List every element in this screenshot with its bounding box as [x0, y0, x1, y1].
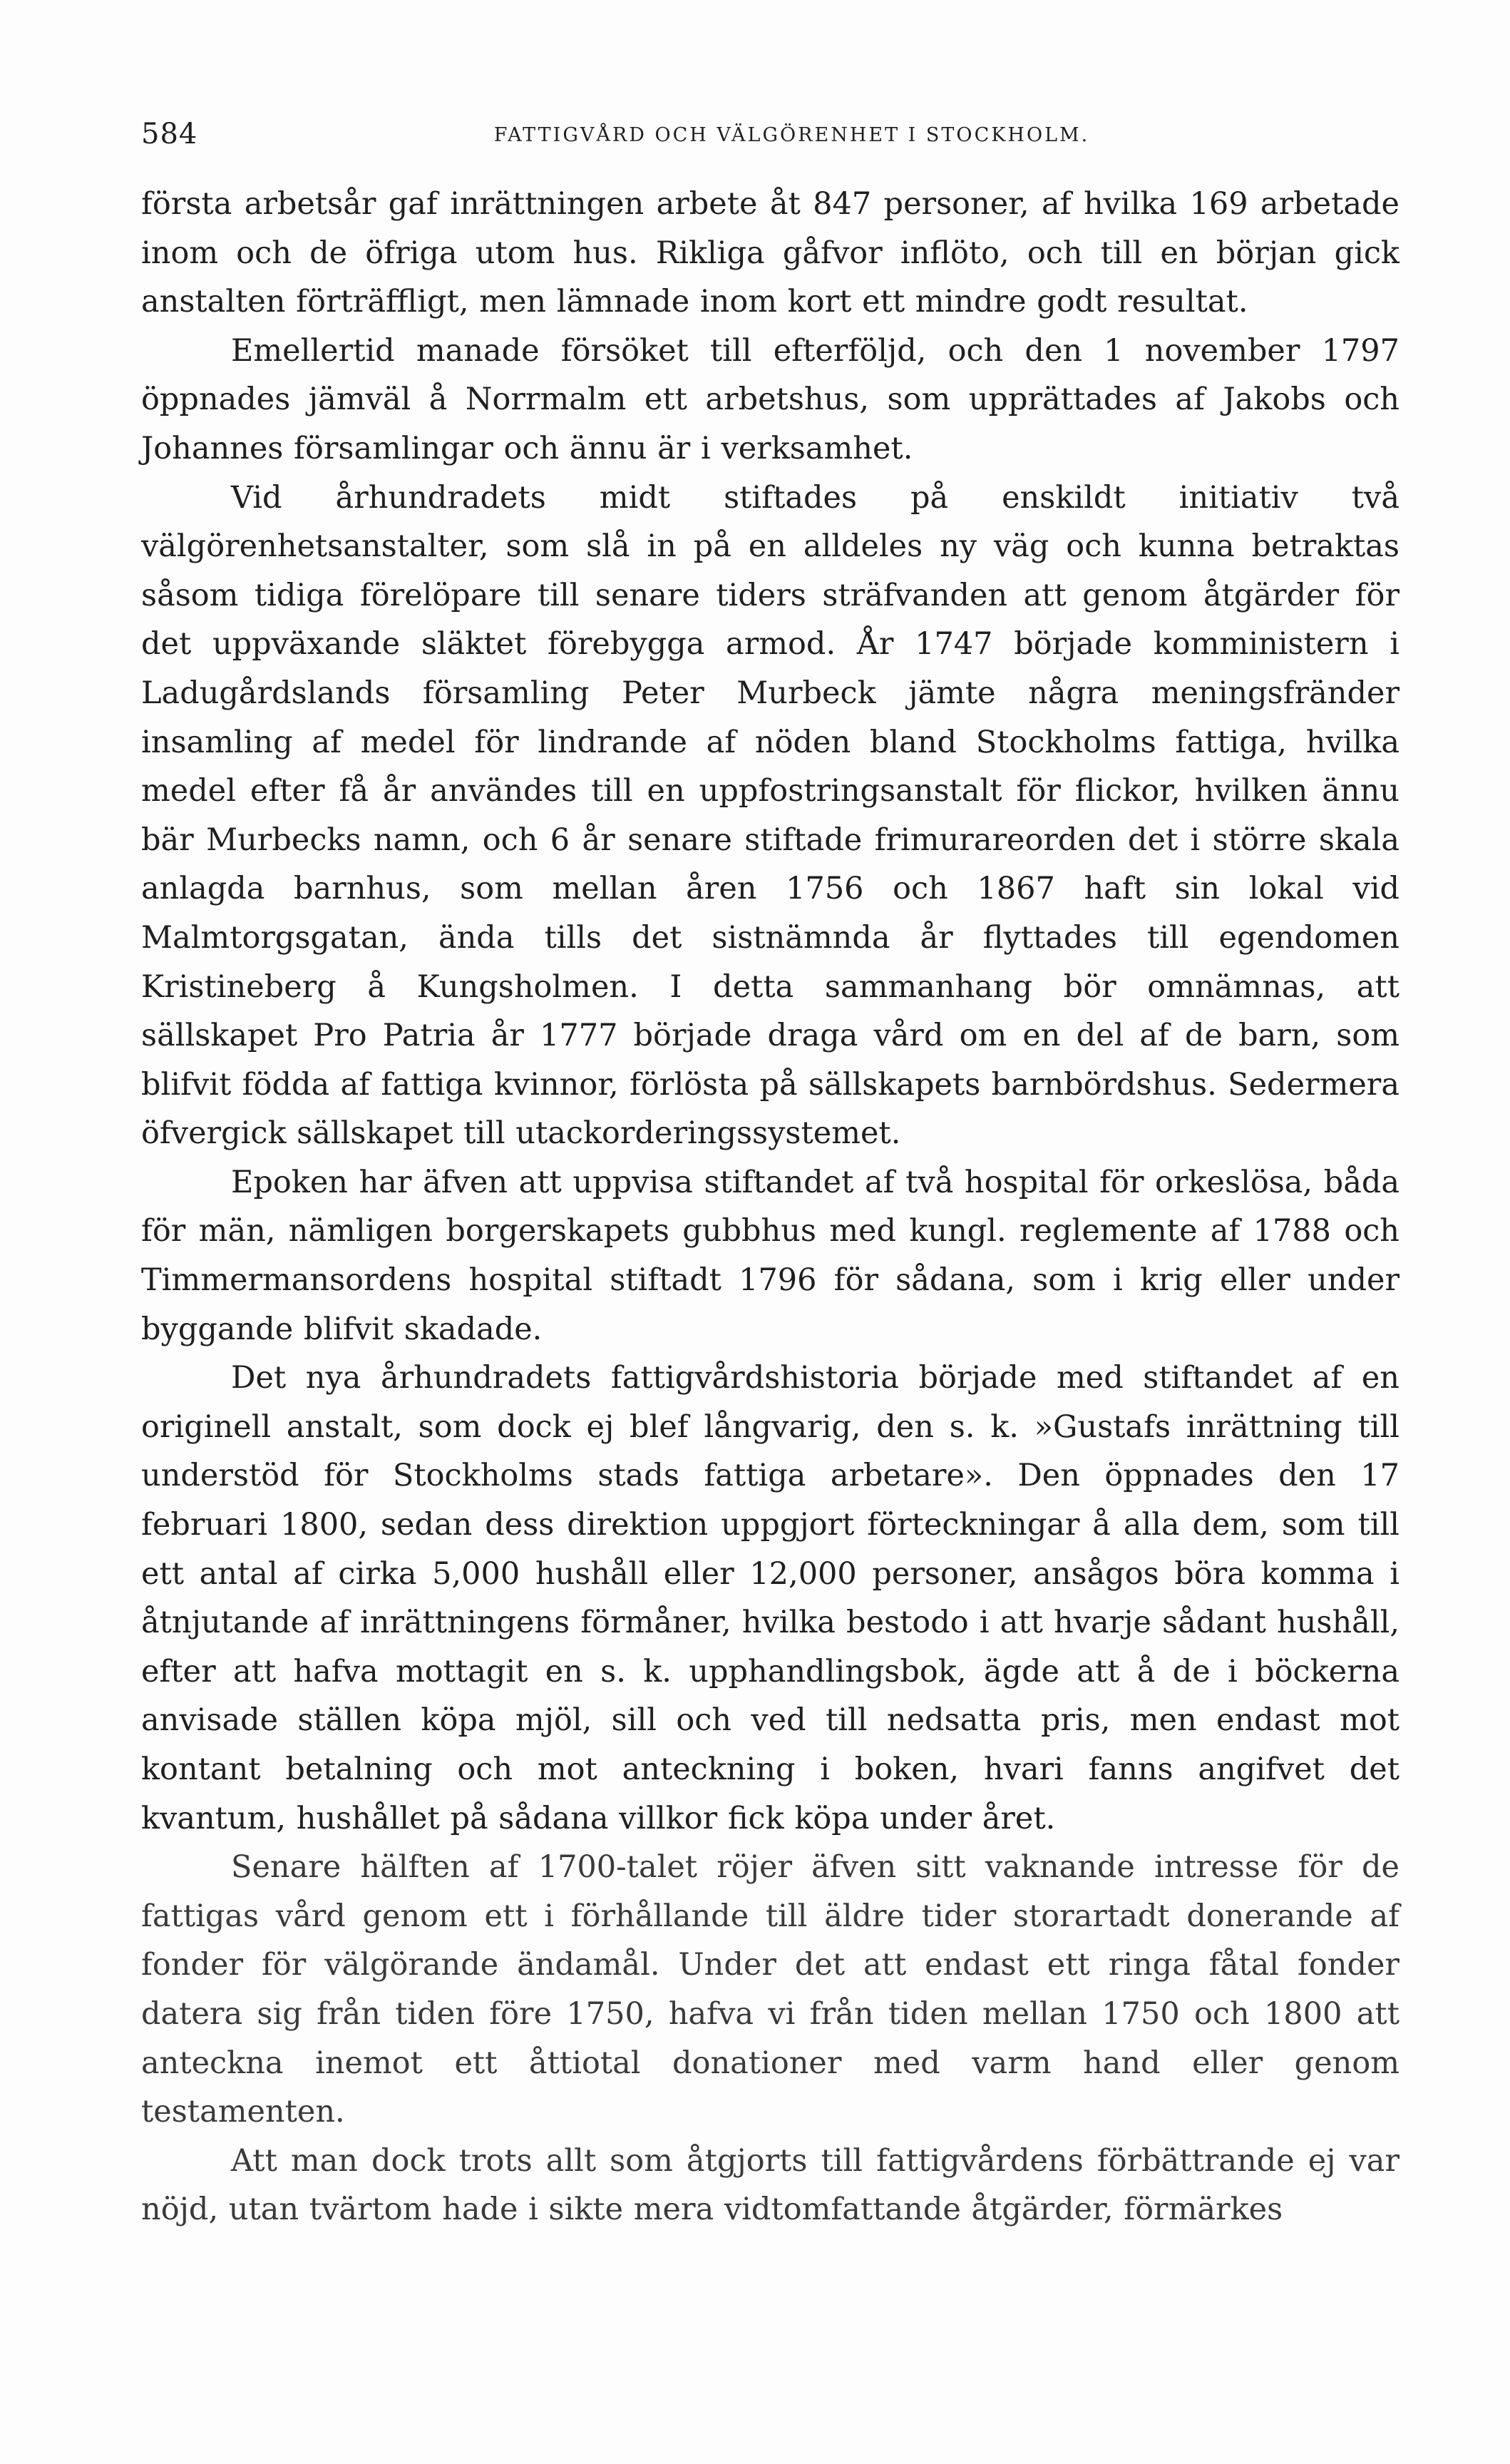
paragraph: Senare hälften af 1700-talet röjer äfven sitt vaknande intresse för de fattigas vård genom ett i förhållande till äldre tider storartadt donerande af fonder för välgörande ändamål. Under det att endast ett ringa fåtal fonder datera sig från tiden före 1750, hafva vi från tiden mellan 1750 och 1800 att anteckna inemot ett åttiotal donationer med varm hand eller genom testamenten.	[141, 1849, 1399, 2130]
paragraph: Epoken har äfven att uppvisa stiftandet af två hospital för orkeslösa, båda för män, nämligen borgerskapets gubbhus med kungl. reglemente af 1788 och Timmermansordens hospital stiftadt 1796 för sådana, som i krig eller under byggande blifvit skadade.	[141, 1164, 1399, 1347]
paragraph: Det nya århundradets fattigvårdshistoria började med stiftandet af en originell anstalt, som dock ej blef långvarig, den s. k. »Gustafs inrättning till understöd för Stockholms stads fattiga arbetare». Den öppnades den 17 februari 1800, sedan dess direktion uppgjort förteckningar å alla dem, som till ett antal af cirka 5,000 hushåll eller 12,000 personer, ansågos böra komma i åtnjutande af inrättningens förmåner, hvilka bestodo i att hvarje sådant hushåll, efter att hafva mottagit en s. k. upphandlingsbok, ägde att å de i böckerna anvisade ställen köpa mjöl, sill och ved till nedsatta pris, men endast mot kontant betalning och mot anteckning i boken, hvari fanns angifvet det kvantum, hushållet på sådana villkor fick köpa under året.	[141, 1360, 1399, 1836]
page-number: 584	[141, 118, 198, 150]
paragraph: Emellertid manade försöket till efterföljd, och den 1 november 1797 öppnades jämväl å Norrmalm ett arbetshus, som upprättades af Jakobs och Johannes församlingar och ännu är i verksamhet.	[141, 332, 1399, 466]
running-title: FATTIGVÅRD OCH VÄLGÖRENHET I STOCKHOLM.	[493, 124, 1090, 146]
running-header	[141, 113, 1399, 155]
paragraph: Vid århundradets midt stiftades på enskildt initiativ två välgörenhetsanstalter, som slå in på en alldeles ny väg och kunna betraktas såsom tidiga förelöpare till senare tiders sträfvanden att genom åtgärder för det uppväxande släktet förebygga armod. År 1747 började komministern i Ladugårdslands församling Peter Murbeck jämte några meningsfränder insamling af medel för lindrande af nöden bland Stockholms fattiga, hvilka medel efter få år användes till en uppfostringsanstalt för flickor, hvilken ännu bär Murbecks namn, och 6 år senare stiftade frimurareorden det i större skala anlagda barnhus, som mellan åren 1756 och 1867 haft sin lokal vid Malmtorgsgatan, ända tills det sistnämnda år flyttades till egendomen Kristineberg å Kungsholmen. I detta sammanhang bör omnämnas, att sällskapet Pro Patria år 1777 började draga vård om en del af de barn, som blifvit födda af fattiga kvinnor, förlösta på sällskapets barnbördshus. Sedermera öfvergick sällskapet till utackorderingssystemet.	[141, 479, 1399, 1152]
paragraph: Att man dock trots allt som åtgjorts till fattigvårdens förbättrande ej var nöjd, utan tvärtom hade i sikte mera vidtomfattande åtgärder, förmärkes	[141, 2142, 1399, 2228]
body-text	[141, 180, 1399, 2234]
paragraph: första arbetsår gaf inrättningen arbete åt 847 personer, af hvilka 169 arbetade inom och de öfriga utom hus. Rikliga gåfvor inflöto, och till en början gick anstalten förträffligt, men lämnade inom kort ett mindre godt resultat.	[141, 186, 1399, 320]
